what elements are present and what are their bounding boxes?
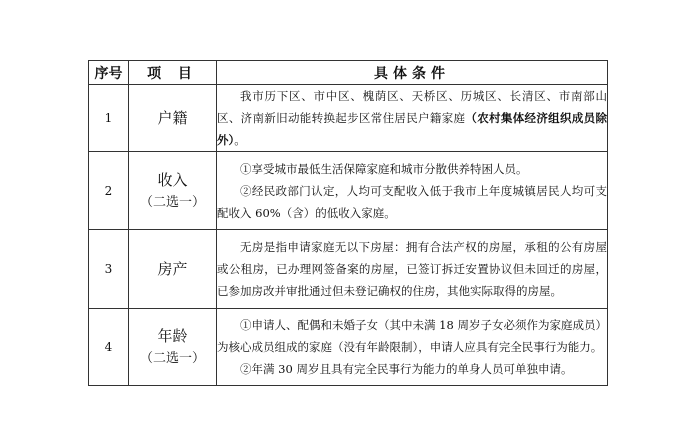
row-item-label: 收入 <box>157 170 188 189</box>
row-item <box>129 85 217 152</box>
detail-paragraph-2: ②经民政部门认定，人均可支配收入低于我市上年度城镇居民人均可支配收入 60%（含）的低收入家庭。 <box>217 183 607 220</box>
row-number: 1 <box>89 85 129 152</box>
table-header-row <box>89 61 608 85</box>
row-item-subtitle: （二选一） <box>139 194 205 210</box>
row-number: 4 <box>89 309 129 386</box>
row-detail <box>217 85 608 152</box>
row-detail <box>217 230 608 309</box>
row-item-label: 户籍 <box>157 109 188 127</box>
header-item: 项 目 <box>129 61 217 85</box>
row-item-label: 房产 <box>157 260 188 278</box>
row-item <box>129 152 217 230</box>
table-row-income <box>89 152 608 230</box>
row-item-subtitle: （二选一） <box>139 351 205 366</box>
detail-paragraph: 无房是指申请家庭无以下房屋：拥有合法产权的房屋，承租的公有房屋或公租房，已办理网签备案的房屋，已签订拆迁安置协议但未回迁的房屋，已参加房改并审批通过但未登记确权的住房，其他实际取得的房屋。 <box>217 240 607 298</box>
detail-bold-text: （农村集体经济组织成员除外） <box>217 111 607 147</box>
row-item-label: 年龄 <box>157 327 188 345</box>
header-serial-number: 序号 <box>89 61 129 85</box>
row-item <box>129 309 217 386</box>
detail-paragraph-1: ①申请人、配偶和未婚子女（其中未满 18 周岁子女必须作为家庭成员）为核心成员组成的家庭（没有年龄限制），申请人应具有完全民事行为能力。 <box>217 318 607 354</box>
detail-paragraph <box>217 85 607 151</box>
detail-paragraph-2: ②年满 30 周岁且具有完全民事行为能力的单身人员可单独申请。 <box>240 362 573 376</box>
requirements-table <box>88 60 608 386</box>
detail-paragraph-1: ①享受城市最低生活保障家庭和城市分散供养特困人员。 <box>240 161 528 176</box>
row-number: 2 <box>89 152 129 230</box>
row-item <box>129 230 217 309</box>
row-detail <box>217 309 608 386</box>
table-row-property <box>89 230 608 309</box>
detail-text: 我市历下区、市中区、槐荫区、天桥区、历城区、长清区、市南部山区、济南新旧动能转换起步区常住居民户籍家庭 <box>217 89 607 125</box>
row-detail <box>217 152 608 230</box>
table-row-age <box>89 309 608 386</box>
header-specific-conditions: 具体条件 <box>217 61 608 85</box>
table-row-household-registration <box>89 85 608 152</box>
row-number: 3 <box>89 230 129 309</box>
detail-text-end: 。 <box>234 133 246 147</box>
